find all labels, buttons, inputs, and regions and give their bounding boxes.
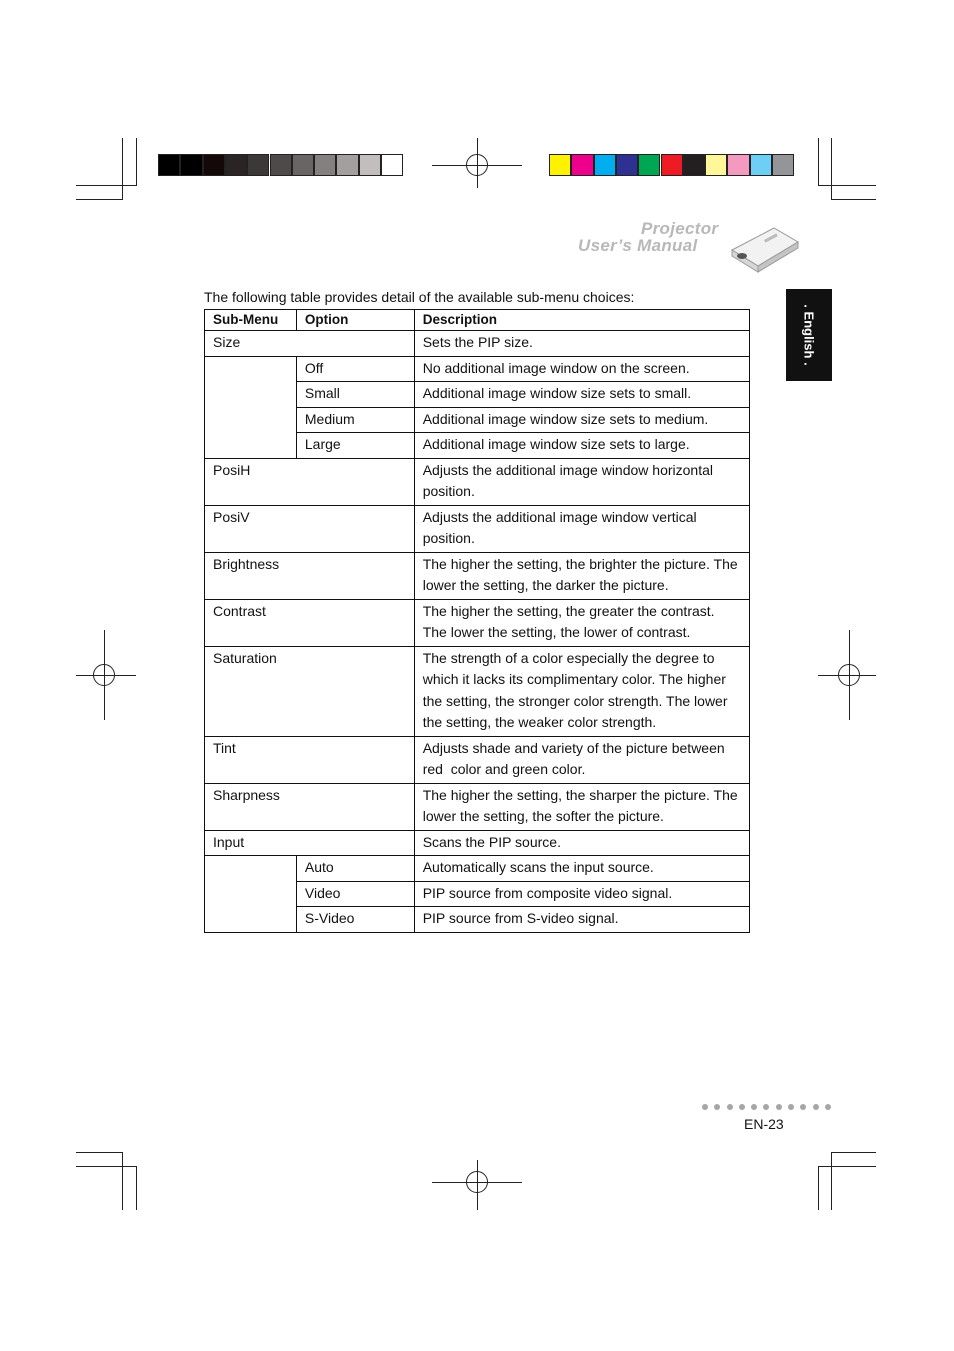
table-row — [205, 599, 750, 646]
color-bar-swatch — [638, 154, 660, 176]
table-header-row — [205, 310, 750, 331]
color-bar-swatch — [661, 154, 683, 176]
cell-submenu: Brightness — [205, 552, 415, 599]
language-tab — [786, 289, 832, 381]
color-bar-swatch — [750, 154, 772, 176]
table-row — [205, 856, 750, 882]
cell-submenu: Tint — [205, 736, 415, 783]
projector-icon — [728, 220, 800, 276]
color-bar-swatch — [772, 154, 794, 176]
cell-description: The strength of a color especially the degree to which it lacks its complimentary color. The higher the setting, the stronger color strength. The lower the setting, the weaker color strength. — [414, 646, 749, 736]
color-bar-swatch — [549, 154, 571, 176]
cell-description: The higher the setting, the greater the contrast. The lower the setting, the lower of contrast. — [414, 599, 749, 646]
cell-option: Video — [296, 881, 414, 907]
table-row — [205, 736, 750, 783]
brand-title-line1: Projector — [641, 219, 719, 238]
gray-bar-swatch — [158, 154, 180, 176]
cell-option: Large — [296, 433, 414, 459]
color-bar-swatch — [683, 154, 705, 176]
cell-submenu: PosiV — [205, 505, 415, 552]
gray-bar-swatch — [359, 154, 381, 176]
cell-description: Additional image window size sets to small. — [414, 382, 749, 408]
cell-description: PIP source from S-video signal. — [414, 907, 749, 933]
page-number: EN-23 — [744, 1116, 784, 1132]
cell-description: Additional image window size sets to large. — [414, 433, 749, 459]
submenu-table — [204, 309, 750, 933]
cell-submenu: PosiH — [205, 458, 415, 505]
brand-title-line2: User’s Manual — [578, 236, 698, 255]
cell-option: Small — [296, 382, 414, 408]
cell-description: Adjusts the additional image window vertical position. — [414, 505, 749, 552]
gray-bar-swatch — [203, 154, 225, 176]
language-tab-label: . English . — [801, 304, 817, 366]
cell-option: S-Video — [296, 907, 414, 933]
gray-bar-swatch — [292, 154, 314, 176]
cell-option: Off — [296, 356, 414, 382]
table-row — [205, 356, 750, 382]
table-row — [205, 505, 750, 552]
gray-bar-swatch — [270, 154, 292, 176]
gray-bar-swatch — [247, 154, 269, 176]
cell-submenu: Sharpness — [205, 783, 415, 830]
cell-description: Additional image window size sets to medium. — [414, 407, 749, 433]
cell-description: PIP source from composite video signal. — [414, 881, 749, 907]
header-option: Option — [296, 310, 414, 331]
table-row — [205, 331, 750, 357]
table-row — [205, 830, 750, 856]
cell-description: The higher the setting, the brighter the picture. The lower the setting, the darker the picture. — [414, 552, 749, 599]
cell-description: Adjusts the additional image window horizontal position. — [414, 458, 749, 505]
cell-submenu: Saturation — [205, 646, 415, 736]
cell-description: The higher the setting, the sharper the picture. The lower the setting, the softer the picture. — [414, 783, 749, 830]
cell-option: Auto — [296, 856, 414, 882]
color-bar-swatch — [571, 154, 593, 176]
table-row — [205, 458, 750, 505]
gray-bar-swatch — [225, 154, 247, 176]
decorative-dots — [702, 1104, 831, 1110]
cell-submenu: Input — [205, 830, 415, 856]
table-row — [205, 646, 750, 736]
intro-text: The following table provides detail of the available sub-menu choices: — [204, 289, 635, 305]
gray-bar-swatch — [314, 154, 336, 176]
cell-description: Adjusts shade and variety of the picture between red color and green color. — [414, 736, 749, 783]
gray-bar-swatch — [381, 154, 403, 176]
gray-bar-swatch — [180, 154, 202, 176]
gray-bar-swatch — [336, 154, 358, 176]
header-submenu: Sub-Menu — [205, 310, 297, 331]
cell-description: No additional image window on the screen. — [414, 356, 749, 382]
table-row — [205, 552, 750, 599]
cell-submenu: Size — [205, 331, 415, 357]
color-bar-swatch — [705, 154, 727, 176]
cell-submenu: Contrast — [205, 599, 415, 646]
color-bar-swatch — [616, 154, 638, 176]
color-bar-swatch — [594, 154, 616, 176]
table-row — [205, 783, 750, 830]
cell-blank — [205, 856, 297, 933]
cell-option: Medium — [296, 407, 414, 433]
cell-description: Sets the PIP size. — [414, 331, 749, 357]
cell-description: Automatically scans the input source. — [414, 856, 749, 882]
cell-description: Scans the PIP source. — [414, 830, 749, 856]
header-description: Description — [414, 310, 749, 331]
color-bar-swatch — [727, 154, 749, 176]
cell-blank — [205, 356, 297, 458]
